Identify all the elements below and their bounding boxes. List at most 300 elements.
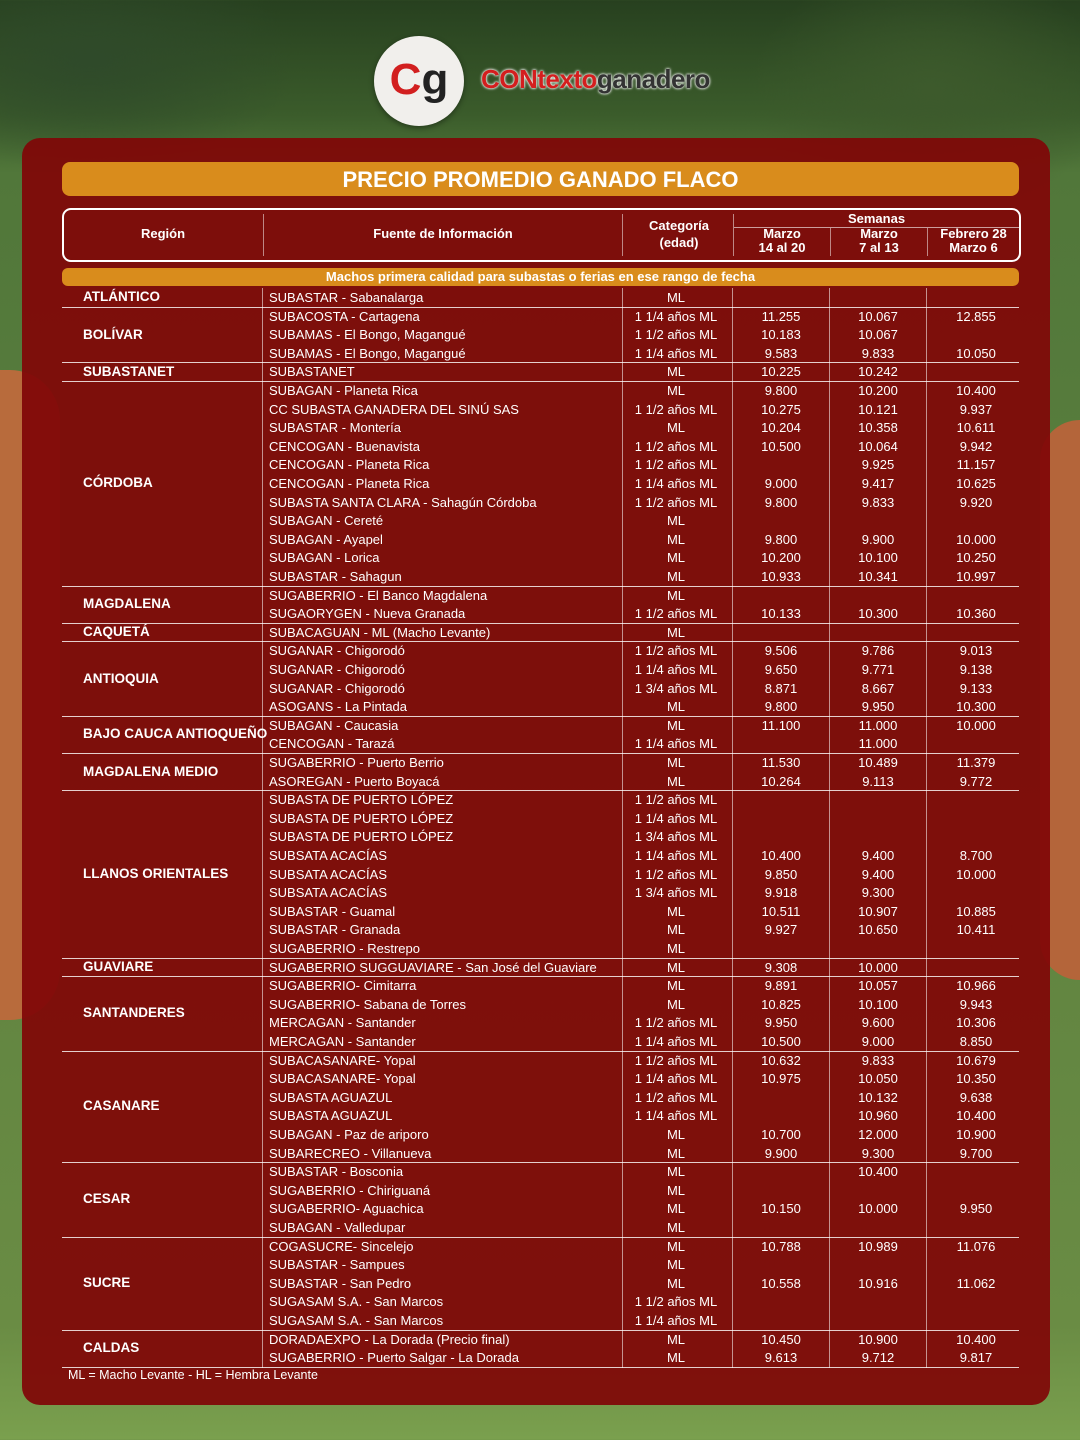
- brand-name: CONtextoganadero: [481, 64, 710, 94]
- cell-categoria: 1 1/4 años ML: [634, 736, 718, 752]
- cell-semana-1: 9.000: [764, 476, 798, 491]
- cell-semana-1: 9.927: [764, 922, 798, 938]
- cell-categoria: 1 1/2 años ML: [634, 1015, 718, 1031]
- cell-semana-1: 9.800: [764, 494, 798, 510]
- cell-categoria: ML: [666, 1145, 686, 1161]
- cell-fuente: SUBAGAN - Caucasia: [269, 717, 399, 733]
- cell-semana-3: 10.000: [956, 531, 996, 547]
- cell-categoria: 1 1/4 años ML: [634, 308, 718, 324]
- cell-semana-2: 10.050: [858, 1071, 898, 1087]
- cell-semana-3: 10.611: [956, 420, 996, 436]
- header-week-2: [831, 227, 927, 255]
- cell-categoria: 1 1/2 años ML: [634, 438, 718, 454]
- cell-fuente: SUGABERRIO - Puerto Salgar - La Dorada: [269, 1350, 519, 1366]
- cell-semana-2: 11.000: [858, 736, 898, 752]
- header-week-3: [928, 227, 1019, 255]
- cell-fuente: SUGABERRIO - Restrepo: [269, 941, 420, 956]
- cell-semana-1: 9.583: [764, 345, 798, 361]
- cell-categoria: ML: [666, 587, 686, 603]
- cell-semana-3: 11.076: [956, 1238, 996, 1254]
- cell-categoria: ML: [666, 941, 686, 956]
- table-row: [0, 1237, 1080, 1256]
- cell-semana-1: 11.255: [761, 308, 801, 324]
- table-row: [0, 1125, 1080, 1144]
- cell-categoria: ML: [666, 420, 686, 436]
- cell-categoria: 1 1/4 años ML: [634, 662, 718, 677]
- table-row: [0, 455, 1080, 474]
- region-label: CALDAS: [83, 1340, 140, 1356]
- cell-semana-2: 10.200: [858, 383, 898, 398]
- header-semanas: Semanas: [847, 211, 906, 226]
- cell-fuente: SUBAGAN - Planeta Rica: [269, 383, 418, 398]
- cell-semana-2: 9.771: [861, 662, 895, 677]
- table-row: [0, 846, 1080, 865]
- header-categoria-line2: (edad): [659, 235, 699, 250]
- cell-semana-1: 9.308: [764, 959, 798, 975]
- cell-semana-2: 10.300: [858, 606, 898, 622]
- cell-semana-1: 10.500: [761, 438, 801, 454]
- cell-semana-1: 10.275: [761, 401, 801, 417]
- cell-fuente: CC SUBASTA GANADERA DEL SINÚ SAS: [269, 401, 519, 417]
- cell-semana-2: 10.989: [858, 1238, 898, 1254]
- cell-semana-3: 8.850: [959, 1034, 993, 1049]
- cell-semana-2: 9.300: [861, 885, 895, 901]
- header-categoria: [624, 218, 734, 251]
- cell-semana-1: 10.264: [761, 773, 801, 789]
- cell-fuente: SUBASTA DE PUERTO LÓPEZ: [269, 792, 454, 808]
- table-row: [0, 809, 1080, 828]
- header-region: Región: [140, 226, 186, 241]
- cell-categoria: ML: [666, 699, 686, 715]
- cell-semana-3: 10.411: [956, 922, 996, 938]
- cell-semana-2: 10.960: [858, 1108, 898, 1124]
- header-week-2-line2: 7 al 13: [859, 240, 899, 255]
- cell-categoria: ML: [666, 755, 686, 770]
- region-separator: [62, 716, 1019, 717]
- cell-categoria: 1 1/2 años ML: [634, 643, 718, 659]
- cell-semana-2: 8.667: [861, 680, 895, 696]
- cell-semana-3: 12.855: [956, 308, 996, 324]
- cell-semana-3: 9.138: [959, 662, 993, 677]
- cell-fuente: SUBASTA SANTA CLARA - Sahagún Córdoba: [269, 494, 537, 510]
- table-row: [0, 1032, 1080, 1051]
- cell-semana-3: 10.400: [956, 383, 996, 398]
- cell-categoria: 1 1/2 años ML: [634, 494, 718, 510]
- cell-fuente: SUBASTAR - San Pedro: [269, 1275, 412, 1291]
- cell-semana-1: 9.950: [764, 1015, 798, 1031]
- cell-categoria: 1 1/4 años ML: [634, 1108, 718, 1124]
- cell-semana-1: 9.918: [764, 885, 798, 901]
- header-week-3-line2: Marzo 6: [949, 240, 998, 255]
- cell-categoria: ML: [666, 1350, 686, 1366]
- cell-categoria: 1 1/4 años ML: [634, 476, 718, 491]
- cell-semana-3: 9.013: [959, 643, 993, 659]
- category-subheader: Machos primera calidad para subastas o ferias en ese rango de fecha: [62, 268, 1019, 286]
- cell-categoria: 1 1/2 años ML: [634, 1294, 718, 1310]
- cell-fuente: SUBASTAR - Sahagun: [269, 569, 402, 584]
- cell-semana-3: 10.306: [956, 1015, 996, 1031]
- cell-fuente: SUBASTA AGUAZUL: [269, 1089, 393, 1105]
- table-row: [0, 1069, 1080, 1088]
- cell-categoria: 1 3/4 años ML: [634, 829, 718, 845]
- cell-fuente: DORADAEXPO - La Dorada (Precio final): [269, 1331, 510, 1347]
- cell-fuente: SUBSATA ACACÍAS: [269, 885, 388, 901]
- cell-semana-3: 10.997: [956, 569, 996, 584]
- cell-fuente: SUBACAGUAN - ML (Macho Levante): [269, 624, 491, 640]
- cell-semana-3: 9.638: [959, 1089, 993, 1105]
- header-week-2-line1: Marzo: [860, 226, 898, 241]
- cell-categoria: ML: [666, 1257, 686, 1273]
- cell-fuente: CENCOGAN - Buenavista: [269, 438, 420, 454]
- cell-categoria: 1 3/4 años ML: [634, 680, 718, 696]
- region-separator: [62, 958, 1019, 959]
- cell-categoria: ML: [666, 1127, 686, 1142]
- cell-fuente: SUBAGAN - Ayapel: [269, 531, 383, 547]
- cell-fuente: SUGABERRIO- Aguachica: [269, 1201, 424, 1217]
- cell-semana-3: 10.885: [956, 903, 996, 919]
- cell-fuente: SUBASTA DE PUERTO LÓPEZ: [269, 810, 454, 826]
- cell-categoria: ML: [666, 550, 686, 566]
- header-week-1-line1: Marzo: [763, 226, 801, 241]
- cell-semana-1: 10.225: [761, 364, 801, 380]
- cell-categoria: ML: [666, 513, 686, 529]
- cell-semana-1: 9.800: [764, 531, 798, 547]
- cell-semana-3: 10.625: [956, 476, 996, 491]
- cell-semana-1: 9.900: [764, 1145, 798, 1161]
- cell-semana-1: 11.100: [761, 717, 801, 733]
- cell-fuente: SUBSATA ACACÍAS: [269, 848, 388, 863]
- cell-categoria: 1 3/4 años ML: [634, 885, 718, 901]
- cell-categoria: ML: [666, 959, 686, 975]
- table-row: [0, 307, 1080, 326]
- brand-logo: Cg: [374, 36, 464, 126]
- cell-semana-3: 10.900: [956, 1127, 996, 1142]
- cell-semana-2: 9.950: [861, 699, 895, 715]
- cell-semana-2: 10.907: [858, 903, 898, 919]
- cell-categoria: ML: [666, 1238, 686, 1254]
- cell-categoria: 1 1/4 años ML: [634, 848, 718, 863]
- cell-categoria: ML: [666, 1164, 686, 1180]
- table-row: [0, 1311, 1080, 1330]
- cell-categoria: ML: [666, 996, 686, 1012]
- table-row: [0, 976, 1080, 995]
- cell-semana-1: 10.632: [761, 1052, 801, 1068]
- cell-semana-3: 11.062: [956, 1275, 996, 1291]
- cell-fuente: CENCOGAN - Planeta Rica: [269, 457, 430, 473]
- region-label: CASANARE: [83, 1098, 160, 1114]
- cell-fuente: SUBASTAR - Sampues: [269, 1257, 405, 1273]
- cell-semana-3: 9.920: [959, 494, 993, 510]
- cell-fuente: SUGABERRIO - El Banco Magdalena: [269, 587, 488, 603]
- table-row: [0, 790, 1080, 809]
- cell-semana-2: 10.489: [858, 755, 898, 770]
- table-row: [0, 1292, 1080, 1311]
- cell-categoria: ML: [666, 531, 686, 547]
- region-label: ANTIOQUIA: [83, 670, 159, 686]
- cell-semana-1: 9.613: [764, 1350, 798, 1366]
- cell-categoria: ML: [666, 569, 686, 584]
- cell-semana-3: 11.379: [956, 755, 996, 770]
- cell-fuente: SUGANAR - Chigorodó: [269, 680, 405, 696]
- cell-semana-1: 9.650: [764, 662, 798, 677]
- cell-categoria: 1 1/2 años ML: [634, 401, 718, 417]
- region-separator: [62, 307, 1019, 308]
- page-title: PRECIO PROMEDIO GANADO FLACO: [62, 162, 1019, 196]
- cell-fuente: SUGABERRIO- Sabana de Torres: [269, 996, 467, 1012]
- cell-semana-2: 9.786: [861, 643, 895, 659]
- region-label: CAQUETÁ: [83, 624, 150, 640]
- cell-semana-1: 10.933: [761, 569, 801, 584]
- cell-semana-3: 11.157: [956, 457, 996, 473]
- region-label: SUBASTANET: [83, 363, 175, 379]
- table-row: [0, 530, 1080, 549]
- cell-categoria: 1 1/4 años ML: [634, 1313, 718, 1328]
- cell-categoria: 1 1/2 años ML: [634, 792, 718, 808]
- table-row: [0, 1088, 1080, 1107]
- cell-fuente: MERCAGAN - Santander: [269, 1015, 416, 1031]
- region-label: CÓRDOBA: [83, 475, 153, 491]
- cell-fuente: SUBASTAR - Granada: [269, 922, 401, 938]
- cell-fuente: SUBACASANARE- Yopal: [269, 1071, 416, 1087]
- table-row: [0, 1051, 1080, 1070]
- header-week-1: [734, 227, 830, 255]
- cell-fuente: SUBAGAN - Lorica: [269, 550, 380, 566]
- cell-semana-3: 9.943: [959, 996, 993, 1012]
- table-row: [0, 939, 1080, 958]
- cell-categoria: ML: [666, 290, 686, 305]
- region-separator: [62, 753, 1019, 754]
- table-row: [0, 1218, 1080, 1237]
- table-row: [0, 567, 1080, 586]
- cell-semana-1: 10.150: [761, 1201, 801, 1217]
- cell-fuente: SUBACASANARE- Yopal: [269, 1052, 416, 1068]
- cell-semana-1: 10.450: [761, 1331, 801, 1347]
- cell-semana-3: 10.000: [956, 717, 996, 733]
- cell-fuente: SUBAMAS - El Bongo, Magangué: [269, 345, 466, 361]
- cell-semana-1: 10.558: [761, 1275, 801, 1291]
- table-row: [0, 1181, 1080, 1200]
- cell-fuente: SUBAGAN - Cereté: [269, 513, 384, 529]
- cell-categoria: ML: [666, 1331, 686, 1347]
- cell-semana-1: 10.825: [761, 996, 801, 1012]
- cell-semana-3: 9.817: [959, 1350, 993, 1366]
- cell-categoria: 1 1/4 años ML: [634, 1071, 718, 1087]
- cell-semana-3: 10.000: [956, 866, 996, 882]
- header-fuente: Fuente de Información: [373, 226, 513, 241]
- table-row: [0, 920, 1080, 939]
- region-label: MAGDALENA: [83, 596, 171, 612]
- region-separator: [62, 1162, 1019, 1163]
- header-divider: [622, 214, 623, 256]
- table-row: [0, 511, 1080, 530]
- region-label: BOLÍVAR: [83, 326, 143, 342]
- cell-semana-3: 9.937: [959, 401, 993, 417]
- cell-semana-2: 10.358: [858, 420, 898, 436]
- cell-semana-3: 10.966: [956, 978, 996, 994]
- cell-semana-3: 9.942: [959, 438, 993, 454]
- cell-fuente: SUBASTA AGUAZUL: [269, 1108, 393, 1124]
- cell-semana-2: 10.400: [858, 1164, 898, 1180]
- table-row: [0, 1348, 1080, 1367]
- cell-semana-2: 10.650: [858, 922, 898, 938]
- cell-categoria: ML: [666, 903, 686, 919]
- table-row: [0, 623, 1080, 642]
- cell-categoria: 1 1/2 años ML: [634, 866, 718, 882]
- cell-fuente: SUBAGAN - Valledupar: [269, 1220, 406, 1235]
- cell-fuente: SUBASTAR - Guamal: [269, 903, 396, 919]
- cell-semana-1: 8.871: [764, 680, 798, 696]
- cell-semana-3: 10.400: [956, 1331, 996, 1347]
- cell-semana-3: 9.950: [959, 1201, 993, 1217]
- cell-semana-2: 10.100: [858, 996, 898, 1012]
- region-separator: [62, 790, 1019, 791]
- cell-fuente: SUBASTAR - Sabanalarga: [269, 290, 424, 305]
- table-row: [0, 1162, 1080, 1181]
- table-row: [0, 548, 1080, 567]
- table-row: [0, 288, 1080, 307]
- table-row: [0, 827, 1080, 846]
- cell-categoria: 1 1/4 años ML: [634, 810, 718, 826]
- cell-semana-3: 10.250: [956, 550, 996, 566]
- cell-semana-2: 9.400: [861, 866, 895, 882]
- cell-semana-2: 10.900: [858, 1331, 898, 1347]
- cell-fuente: SUBASTAR - Montería: [269, 420, 401, 436]
- cell-semana-1: 9.800: [764, 699, 798, 715]
- region-label: SUCRE: [83, 1275, 131, 1291]
- cell-categoria: ML: [666, 1201, 686, 1217]
- cell-semana-2: 9.400: [861, 848, 895, 863]
- cell-fuente: SUBAMAS - El Bongo, Magangué: [269, 327, 466, 343]
- table-header: [62, 208, 1021, 262]
- table-row: [0, 437, 1080, 456]
- cell-semana-2: 9.900: [861, 531, 895, 547]
- cell-semana-1: 10.975: [761, 1071, 801, 1087]
- cell-semana-1: 11.530: [761, 755, 801, 770]
- cell-fuente: SUGANAR - Chigorodó: [269, 643, 405, 659]
- table-row: [0, 1199, 1080, 1218]
- cell-semana-2: 9.000: [861, 1034, 895, 1049]
- cell-fuente: SUBASTA DE PUERTO LÓPEZ: [269, 829, 454, 845]
- cell-categoria: ML: [666, 1220, 686, 1235]
- table-row: [0, 325, 1080, 344]
- cell-semana-3: 10.400: [956, 1108, 996, 1124]
- cell-semana-1: 9.850: [764, 866, 798, 882]
- cell-semana-2: 10.121: [858, 401, 898, 417]
- cell-semana-3: 10.679: [956, 1052, 996, 1068]
- cell-semana-2: 10.242: [858, 364, 898, 380]
- cell-categoria: 1 1/2 años ML: [634, 606, 718, 622]
- table-row: [0, 679, 1080, 698]
- cell-categoria: ML: [666, 922, 686, 938]
- footnote: ML = Macho Levante - HL = Hembra Levante: [68, 1368, 318, 1382]
- cell-fuente: MERCAGAN - Santander: [269, 1034, 416, 1049]
- region-label: CESAR: [83, 1191, 131, 1207]
- table-row: [0, 344, 1080, 363]
- table-row: [0, 1330, 1080, 1349]
- cell-categoria: ML: [666, 773, 686, 789]
- table-row: [0, 1274, 1080, 1293]
- cell-fuente: SUGABERRIO - Chiriguaná: [269, 1182, 431, 1198]
- cell-categoria: 1 1/4 años ML: [634, 1034, 718, 1049]
- cell-semana-2: 10.916: [858, 1275, 898, 1291]
- cell-fuente: SUBASTANET: [269, 364, 355, 380]
- cell-categoria: ML: [666, 364, 686, 380]
- region-separator: [62, 623, 1019, 624]
- cell-semana-2: 10.064: [858, 438, 898, 454]
- table-row: [0, 958, 1080, 977]
- region-separator: [62, 586, 1019, 587]
- cell-semana-1: 10.400: [761, 848, 801, 863]
- cell-fuente: ASOREGAN - Puerto Boyacá: [269, 773, 440, 789]
- cell-semana-2: 9.600: [861, 1015, 895, 1031]
- cell-fuente: CENCOGAN - Tarazá: [269, 736, 395, 752]
- cell-semana-2: 10.000: [858, 1201, 898, 1217]
- cell-semana-2: 9.833: [861, 345, 895, 361]
- cell-semana-2: 9.833: [861, 1052, 895, 1068]
- table-row: [0, 1106, 1080, 1125]
- region-separator: [62, 1051, 1019, 1052]
- header-week-1-line2: 14 al 20: [758, 240, 806, 255]
- region-separator: [62, 381, 1019, 382]
- cell-categoria: 1 1/2 años ML: [634, 1089, 718, 1105]
- cell-fuente: SUGABERRIO SUGGUAVIARE - San José del Guaviare: [269, 959, 597, 975]
- cell-semana-1: 10.183: [761, 327, 801, 343]
- region-separator: [62, 362, 1019, 363]
- cell-semana-2: 11.000: [858, 717, 898, 733]
- cell-fuente: SUBSATA ACACÍAS: [269, 866, 388, 882]
- cell-categoria: ML: [666, 624, 686, 640]
- table-row: [0, 697, 1080, 716]
- cell-semana-2: 10.341: [858, 569, 898, 584]
- cell-semana-1: 9.800: [764, 383, 798, 398]
- cell-semana-2: 9.300: [861, 1145, 895, 1161]
- cell-semana-3: 9.772: [959, 773, 993, 789]
- region-separator: [62, 641, 1019, 642]
- cell-fuente: SUBAGAN - Paz de ariporo: [269, 1127, 429, 1142]
- cell-semana-1: 10.700: [761, 1127, 801, 1142]
- cell-semana-1: 10.133: [761, 606, 801, 622]
- table-row: [0, 400, 1080, 419]
- cell-categoria: 1 1/2 años ML: [634, 457, 718, 473]
- region-label: GUAVIARE: [83, 958, 154, 974]
- cell-fuente: SUGASAM S.A. - San Marcos: [269, 1313, 444, 1328]
- cell-semana-1: 10.200: [761, 550, 801, 566]
- cell-categoria: 1 1/4 años ML: [634, 345, 718, 361]
- cell-fuente: SUGABERRIO- Cimitarra: [269, 978, 417, 994]
- table-row: [0, 1144, 1080, 1163]
- table-row: [0, 641, 1080, 660]
- cell-semana-2: 12.000: [858, 1127, 898, 1142]
- region-separator: [62, 976, 1019, 977]
- table-row: [0, 381, 1080, 400]
- cell-fuente: SUGANAR - Chigorodó: [269, 662, 405, 677]
- table-row: [0, 902, 1080, 921]
- region-label: BAJO CAUCA ANTIOQUEÑO: [83, 726, 268, 742]
- region-label: SANTANDERES: [83, 1005, 185, 1021]
- cell-categoria: ML: [666, 1182, 686, 1198]
- table-row: [0, 1255, 1080, 1274]
- cell-categoria: ML: [666, 383, 686, 398]
- cell-fuente: SUGAORYGEN - Nueva Granada: [269, 606, 466, 622]
- cell-semana-2: 10.000: [858, 959, 898, 975]
- cell-semana-1: 10.204: [761, 420, 801, 436]
- cell-fuente: SUBARECREO - Villanueva: [269, 1145, 432, 1161]
- cell-semana-1: 9.891: [764, 978, 798, 994]
- cell-semana-1: 9.506: [764, 643, 798, 659]
- cell-semana-2: 10.132: [858, 1089, 898, 1105]
- cell-semana-3: 9.133: [959, 680, 993, 696]
- cell-semana-2: 10.100: [858, 550, 898, 566]
